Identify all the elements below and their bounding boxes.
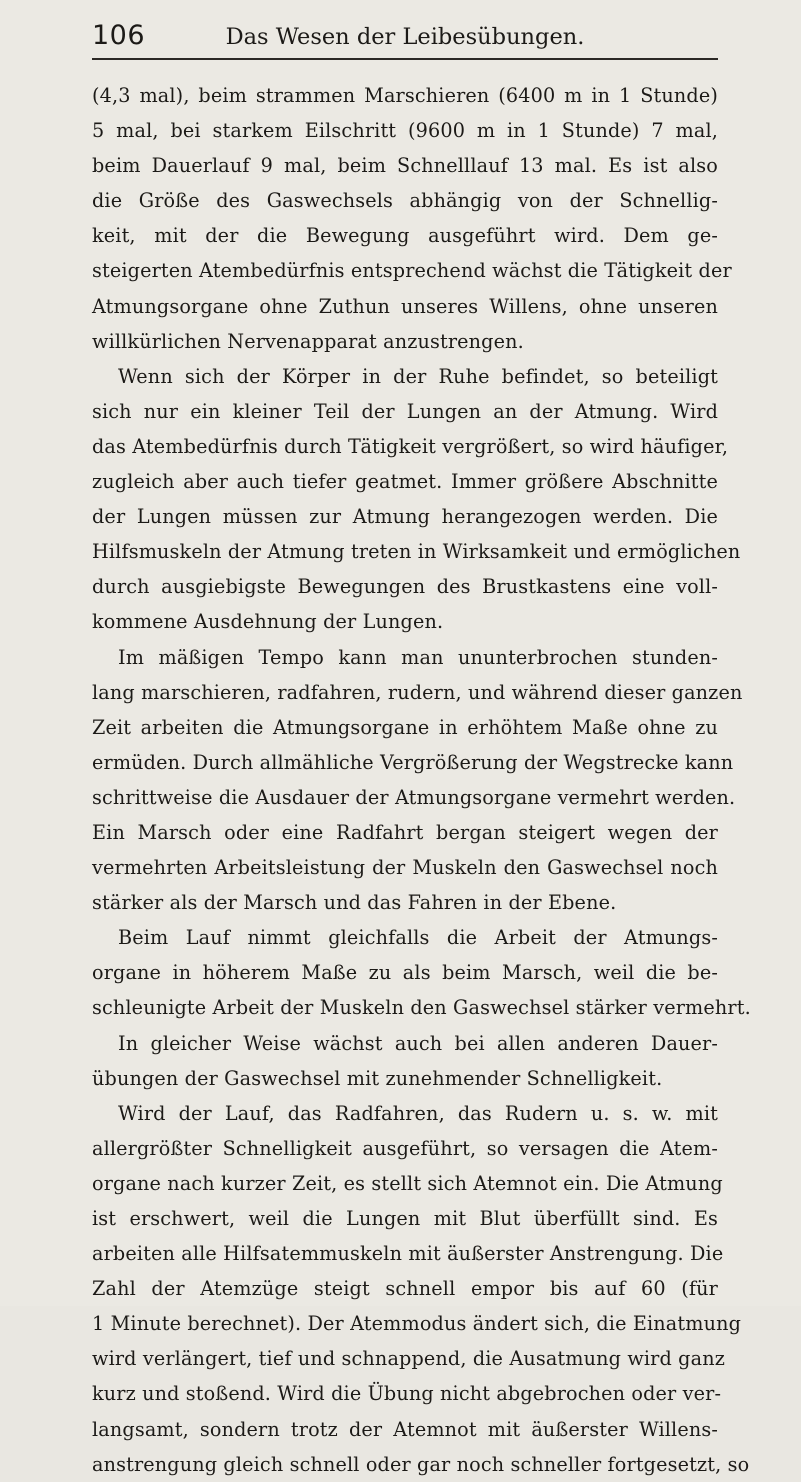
running-title: Das Wesen der Leibesübungen. [225,24,585,50]
text-line: die Größe des Gaswechsels abhängig von der Schnellig- [92,189,718,213]
text-line: kurz und stoßend. Wird die Übung nicht abgebrochen oder ver- [92,1382,722,1406]
text-line: kommene Ausdehnung der Lungen. [92,610,444,634]
text-line: In gleicher Weise wächst auch bei allen anderen Dauer- [118,1031,718,1055]
text-line: vermehrten Arbeitsleistung der Muskeln den Gaswechsel noch [92,856,718,880]
text-line: steigerten Atembedürfnis entsprechend wächst die Tätigkeit der [92,259,732,283]
text-line: ermüden. Durch allmähliche Vergrößerung der Wegstrecke kann [92,750,734,774]
text-line: Atmungsorgane ohne Zuthun unseres Willens, ohne unseren [92,294,718,318]
text-line: Hilfsmuskeln der Atmung treten in Wirksamkeit und ermöglichen [92,540,741,564]
text-line: zugleich aber auch tiefer geatmet. Immer größere Abschnitte [92,470,718,494]
body-text [92,78,751,1482]
text-line: lang marschieren, radfahren, rudern, und während dieser ganzen [92,680,743,704]
page-number: 106 [92,20,146,51]
text-line: schleunigte Arbeit der Muskeln den Gaswechsel stärker vermehrt. [92,996,751,1020]
text-line: langsamt, sondern trotz der Atemnot mit äußerster Willens- [92,1417,718,1441]
text-line: organe in höherem Maße zu als beim Marsch, weil die be- [92,961,718,985]
text-line: Wird der Lauf, das Radfahren, das Rudern u. s. w. mit [118,1101,718,1125]
text-line: (4,3 mal), beim strammen Marschieren (6400 m in 1 Stunde) [92,84,718,107]
text-line: sich nur ein kleiner Teil der Lungen an der Atmung. Wird [92,399,718,423]
text-line: durch ausgiebigste Bewegungen des Brustkastens eine voll- [92,575,718,599]
text-line: anstrengung gleich schnell oder gar noch schneller fortgesetzt, so [92,1452,750,1476]
text-line: Wenn sich der Körper in der Ruhe befindet, so beteiligt [118,364,718,388]
text-line: Ein Marsch oder eine Radfahrt bergan steigert wegen der [92,820,718,844]
text-line: Zeit arbeiten die Atmungsorgane in erhöhtem Maße ohne zu [92,715,718,739]
text-line: stärker als der Marsch und das Fahren in der Ebene. [92,891,617,915]
text-line: übungen der Gaswechsel mit zunehmender Schnelligkeit. [92,1066,663,1090]
text-line: Zahl der Atemzüge steigt schnell empor bis auf 60 (für [92,1277,718,1301]
text-line: wird verlängert, tief und schnappend, die Ausatmung wird ganz [92,1347,725,1371]
page-header [92,18,718,60]
text-line: schrittweise die Ausdauer der Atmungsorgane vermehrt werden. [92,785,736,809]
text-line: 5 mal, bei starkem Eilschritt (9600 m in 1 Stunde) 7 mal, [92,119,718,143]
text-line: beim Dauerlauf 9 mal, beim Schnelllauf 13 mal. Es ist also [92,154,718,178]
text-line: Im mäßigen Tempo kann man ununterbrochen stunden- [118,645,718,669]
text-line: das Atembedürfnis durch Tätigkeit vergrößert, so wird häufiger, [92,434,729,458]
text-line: Beim Lauf nimmt gleichfalls die Arbeit der Atmungs- [118,926,718,950]
text-line: organe nach kurzer Zeit, es stellt sich Atemnot ein. Die Atmung [92,1171,723,1195]
text-line: keit, mit der die Bewegung ausgeführt wird. Dem ge- [92,224,718,248]
text-line: allergrößter Schnelligkeit ausgeführt, so versagen die Atem- [92,1136,718,1160]
text-line: ist erschwert, weil die Lungen mit Blut überfüllt sind. Es [92,1207,718,1230]
text-line: arbeiten alle Hilfsatemmuskeln mit äußerster Anstrengung. Die [92,1242,724,1266]
text-line: der Lungen müssen zur Atmung herangezogen werden. Die [92,505,718,529]
text-line: willkürlichen Nervenapparat anzustrengen. [92,329,524,353]
text-line: 1 Minute berechnet). Der Atemmodus ändert sich, die Einatmung [92,1312,742,1336]
